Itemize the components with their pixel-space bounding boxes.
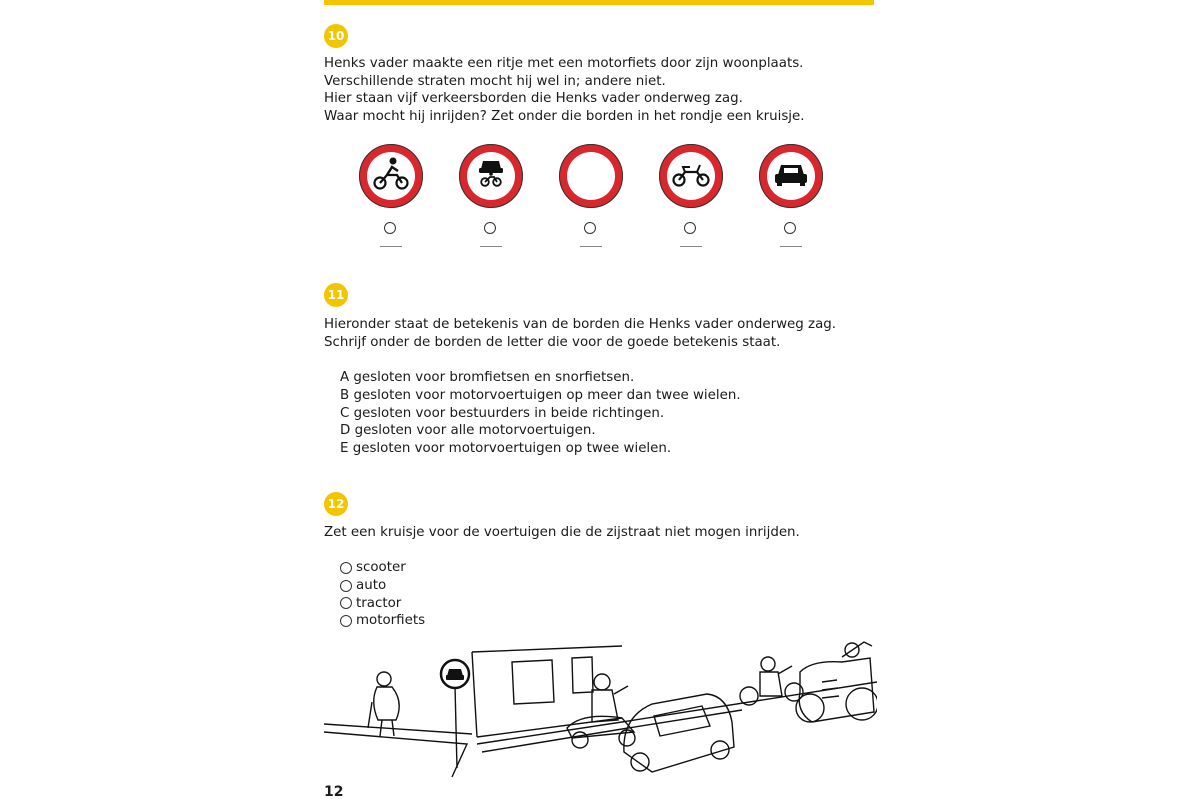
car-and-bicycle-icon [456,141,526,211]
answer-line-2[interactable] [480,246,502,247]
answer-circle-5[interactable] [784,222,796,234]
question-10-line: Hier staan vijf verkeersborden die Henks vader onderweg zag. [324,91,743,107]
meaning-options-list [340,369,741,458]
sign-column-2 [456,141,526,261]
checklist-label: tractor [356,595,402,611]
checklist-label: scooter [356,560,406,575]
question-10-text [324,55,884,125]
checklist-label: auto [356,577,387,593]
checkbox-circle[interactable] [340,580,352,592]
answer-line-5[interactable] [780,246,802,247]
question-10-badge: 10 [324,24,348,48]
moped-icon [656,141,726,211]
traffic-signs-row [356,141,826,261]
checklist-item-auto[interactable] [340,577,425,595]
meaning-option: E gesloten voor motorvoertuigen op twee wielen. [340,441,672,457]
checklist-item-motorfiets[interactable] [340,612,425,630]
question-11-badge: 11 [324,283,348,307]
checkbox-circle[interactable] [340,597,352,609]
answer-line-1[interactable] [380,246,402,247]
checklist-item-tractor[interactable] [340,595,425,613]
answer-line-3[interactable] [580,246,602,247]
question-12-text [324,524,884,542]
meaning-option: D gesloten voor alle motorvoertuigen. [340,423,596,439]
checkbox-circle[interactable] [340,615,352,627]
no-entry-blank-icon [556,141,626,211]
question-10-line: Henks vader maakte een ritje met een motorfiets door zijn woonplaats. [324,56,804,71]
meaning-option: B gesloten voor motorvoertuigen op meer dan twee wielen. [340,387,741,403]
meaning-option: C gesloten voor bestuurders in beide richtingen. [340,405,665,421]
question-11-text [324,316,884,351]
question-11-line: Schrijf onder de borden de letter die voor de goede betekenis staat. [324,334,781,350]
answer-line-4[interactable] [680,246,702,247]
yellow-top-bar [324,0,874,5]
sign-column-5 [756,141,826,261]
answer-circle-2[interactable] [484,222,496,234]
sign-column-3 [556,141,626,261]
answer-circle-1[interactable] [384,222,396,234]
page-number: 12 [324,784,344,800]
sign-column-4 [656,141,726,261]
question-10-line: Waar mocht hij inrijden? Zet onder die borden in het rondje een kruisje. [324,108,805,124]
sign-column-1 [356,141,426,261]
car-icon [756,141,826,211]
question-12-badge: 12 [324,492,348,516]
checklist-label: motorfiets [356,613,426,629]
meaning-option: A gesloten voor bromfietsen en snorfietsen. [340,370,635,385]
question-12-line: Zet een kruisje voor de voertuigen die de zijstraat niet mogen inrijden. [324,525,800,540]
motorcycle-icon [356,141,426,211]
checkbox-circle[interactable] [340,562,352,574]
checklist-item-scooter[interactable] [340,559,425,577]
answer-circle-4[interactable] [684,222,696,234]
vehicle-checklist [340,559,425,630]
answer-circle-3[interactable] [584,222,596,234]
question-10-line: Verschillende straten mocht hij wel in; andere niet. [324,73,666,89]
street-scene-illustration [322,632,877,782]
question-11-line: Hieronder staat de betekenis van de borden die Henks vader onderweg zag. [324,317,837,332]
